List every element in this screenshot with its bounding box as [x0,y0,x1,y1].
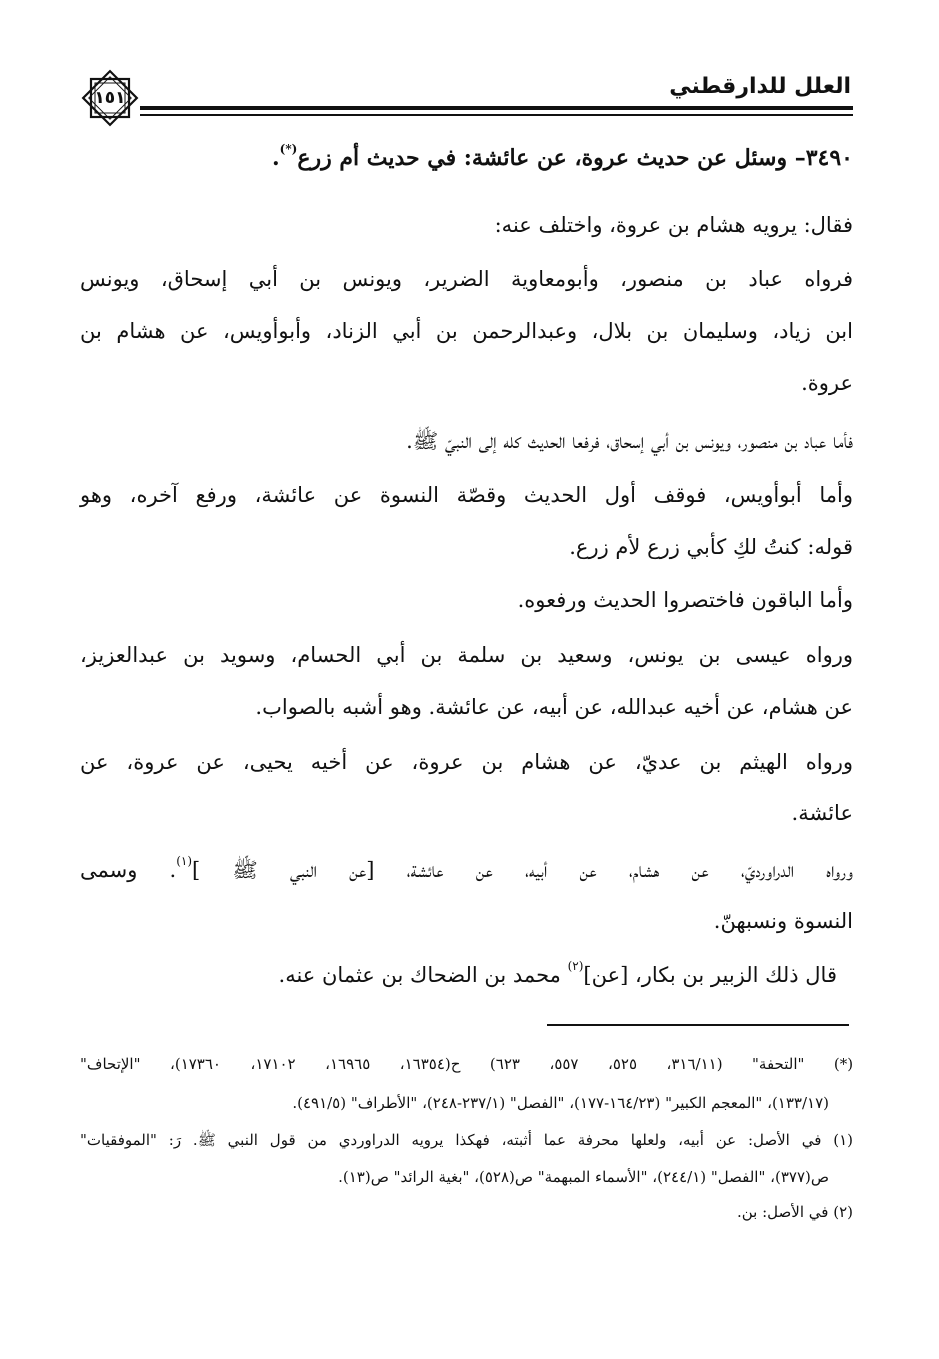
text-line: فأما عباد بن منصور، ويونس بن أبي إسحاق، فرفعا الحديث كله إلى النبيّ ﷺ. [406,429,853,453]
text-line: وأما الباقون فاختصروا الحديث ورفعوه. [517,588,853,612]
text-line: عروة. [801,371,853,395]
footnote-2-line: (٢) في الأصل: بن. [737,1203,853,1221]
text-line: ابن زياد، وسليمان بن بلال، وعبدالرحمن بن أبي الزناد، وأبوأويس، عن هشام بن [80,319,853,343]
footnote-separator [547,1024,849,1026]
entry-number: ٣٤٩٠ [805,145,853,171]
text-line: ورواه عيسى بن يونس، وسعيد بن سلمة بن أبي الحسام، وسويد بن عبدالعزيز، [80,643,853,667]
header-rule-thin [140,114,853,116]
line-15-start: قال ذلك الزبير بن بكار، [عن] [583,963,837,987]
text-line [80,855,853,885]
text-line [279,960,837,990]
text-line: النسوة ونسبهنّ. [713,909,853,933]
heading-end: . [272,145,280,171]
page-number: ١٥١ [94,88,126,108]
line-15-end: محمد بن الضحاك بن عثمان عنه. [278,963,568,987]
footnote-ref-2: (٢) [567,959,584,973]
footnote-star-line: (*) "التحفة" (٣١٦/١١، ٥٢٥، ٥٥٧، ٦٢٣) ح(١٦٣٥٤، ١٦٩٦٥، ١٧١٠٢، ١٧٣٦٠)، "الإتحاف" [80,1055,854,1073]
page-number-badge [78,66,142,130]
header-rule [140,106,853,110]
text-line: ورواه الهيثم بن عديّ، عن هشام بن عروة، عن أخيه يحيى، عن عروة، عن [80,750,853,774]
text-line: فرواه عباد بن منصور، وأبومعاوية الضرير، ويونس بن أبي إسحاق، ويونس [80,267,853,291]
footnote-1-line: ص(٣٧٧)، "الفصل" (٢٤٤/١)، "الأسماء المبهمة" ص(٥٢٨)، "بغية الرائد" ص(١٣). [338,1168,829,1186]
star-note-marker: (*) [279,142,298,156]
line-13-end: . وسمى [80,858,177,882]
text-line: وأما أبوأويس، فوقف أول الحديث وقصّة النسوة عن عائشة، ورفع آخره، وهو [80,483,853,507]
text-line: قوله: كنتُ لكِ كأبي زرع لأم زرع. [569,535,853,559]
text-line: فقال: يرويه هشام بن عروة، واختلف عنه: [494,213,853,237]
entry-heading [272,143,853,173]
entry-title: – وسئل عن حديث عروة، عن عائشة: في حديث أم زرع [297,145,806,171]
text-line: عائشة. [791,801,853,825]
text-line: عن هشام، عن أخيه عبدالله، عن أبيه، عن عائشة. وهو أشبه بالصواب. [255,695,853,719]
line-13-start: ورواه الدراورديّ، عن هشام، عن أبيه، عن عائشة، [عن النبي ﷺ ] [192,858,853,882]
footnote-star-line: (١٣٣/١٧)، "المعجم الكبير" (١٦٤/٢٣-١٧٧)، "الفصل" (٢٣٧/١-٢٤٨)، "الأطراف" (٤٩١/٥). [292,1094,829,1112]
footnote-ref-1: (١) [176,854,193,868]
footnote-1-line: (١) في الأصل: عن أبيه، ولعلها محرفة عما أثبته، فهكذا يرويه الدراوردي من قول النبي ﷺ. رَ: "الموفقيات" [80,1131,853,1149]
book-title: العلل للدارقطني [669,74,851,99]
